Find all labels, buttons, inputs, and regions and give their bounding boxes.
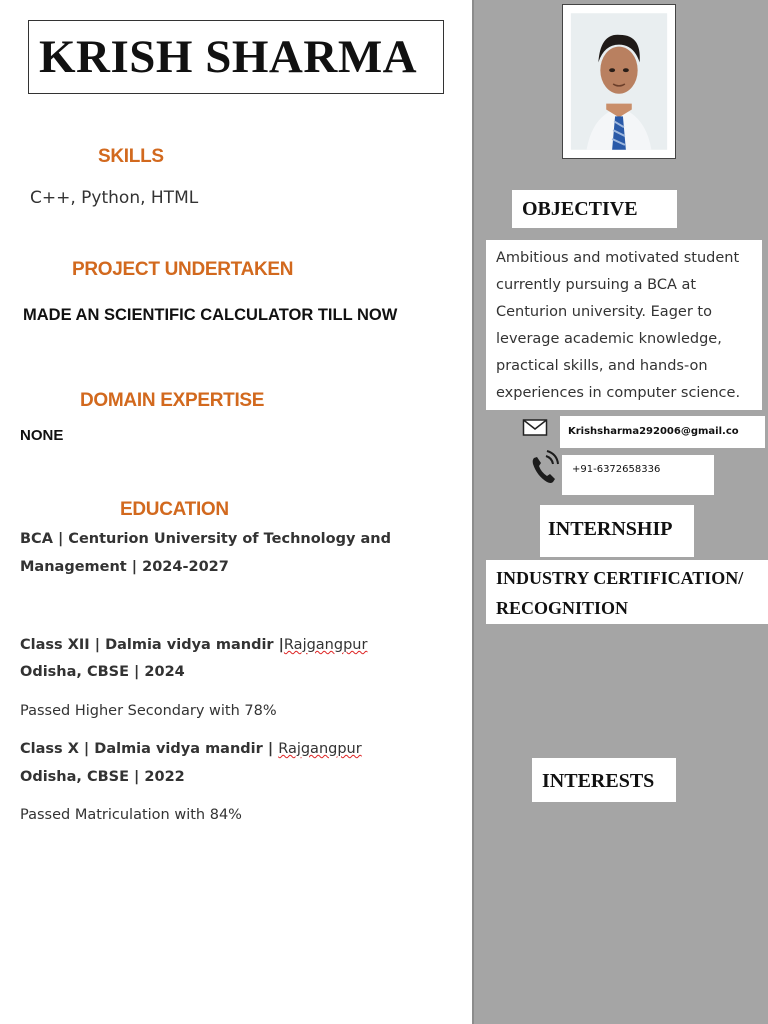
candidate-name: KRISH SHARMA	[39, 31, 418, 83]
email-text: Krishsharma292006@gmail.co	[568, 426, 739, 437]
interests-heading: INTERESTS	[542, 770, 655, 792]
education-xii-line1	[20, 631, 367, 659]
objective-box	[486, 240, 762, 410]
objective-text: Ambitious and motivated student currently pursuing a BCA at Centurion university. Eager to leverage academic knowledge, practical skills, and hands-on experiences in computer science.	[496, 250, 741, 401]
email-box	[560, 416, 765, 448]
certification-heading-line1: INDUSTRY CERTIFICATION/	[496, 568, 744, 588]
domain-text: NONE	[20, 427, 64, 444]
profile-photo	[562, 4, 676, 159]
project-heading: PROJECT UNDERTAKEN	[72, 259, 294, 280]
phone-text: +91-6372658336	[572, 464, 661, 475]
certification-heading-box	[486, 560, 768, 624]
education-xii-school: Class XII | Dalmia vidya mandir |	[20, 637, 284, 653]
project-text: MADE AN SCIENTIFIC CALCULATOR TILL NOW	[23, 306, 398, 324]
profile-photo-image	[563, 5, 675, 158]
skills-heading: SKILLS	[98, 146, 164, 167]
education-xii-line2: Odisha, CBSE | 2024	[20, 664, 185, 680]
envelope-icon	[522, 418, 548, 438]
certification-heading-line2: RECOGNITION	[496, 598, 629, 618]
objective-heading-box	[512, 190, 677, 228]
education-bca-line1: BCA | Centurion University of Technology and	[20, 531, 391, 547]
education-x-line1	[20, 735, 362, 763]
interests-heading-box	[532, 758, 676, 802]
education-x-line2: Odisha, CBSE | 2022	[20, 769, 185, 785]
skills-text: C++, Python, HTML	[30, 188, 199, 208]
education-heading: EDUCATION	[120, 499, 229, 520]
phone-icon	[528, 450, 560, 486]
education-x-city: Rajgangpur	[278, 741, 362, 757]
name-box	[28, 20, 444, 94]
domain-heading: DOMAIN EXPERTISE	[80, 390, 265, 411]
objective-heading: OBJECTIVE	[522, 198, 638, 220]
phone-box	[562, 455, 714, 495]
education-bca-line2: Management | 2024-2027	[20, 559, 229, 575]
education-x-result: Passed Matriculation with 84%	[20, 807, 242, 823]
education-x-school: Class X | Dalmia vidya mandir |	[20, 741, 279, 757]
education-xii-city: Rajgangpur	[283, 637, 368, 653]
internship-heading: INTERNSHIP	[548, 518, 673, 540]
internship-heading-box	[540, 505, 694, 557]
education-xii-result: Passed Higher Secondary with 78%	[20, 703, 277, 719]
